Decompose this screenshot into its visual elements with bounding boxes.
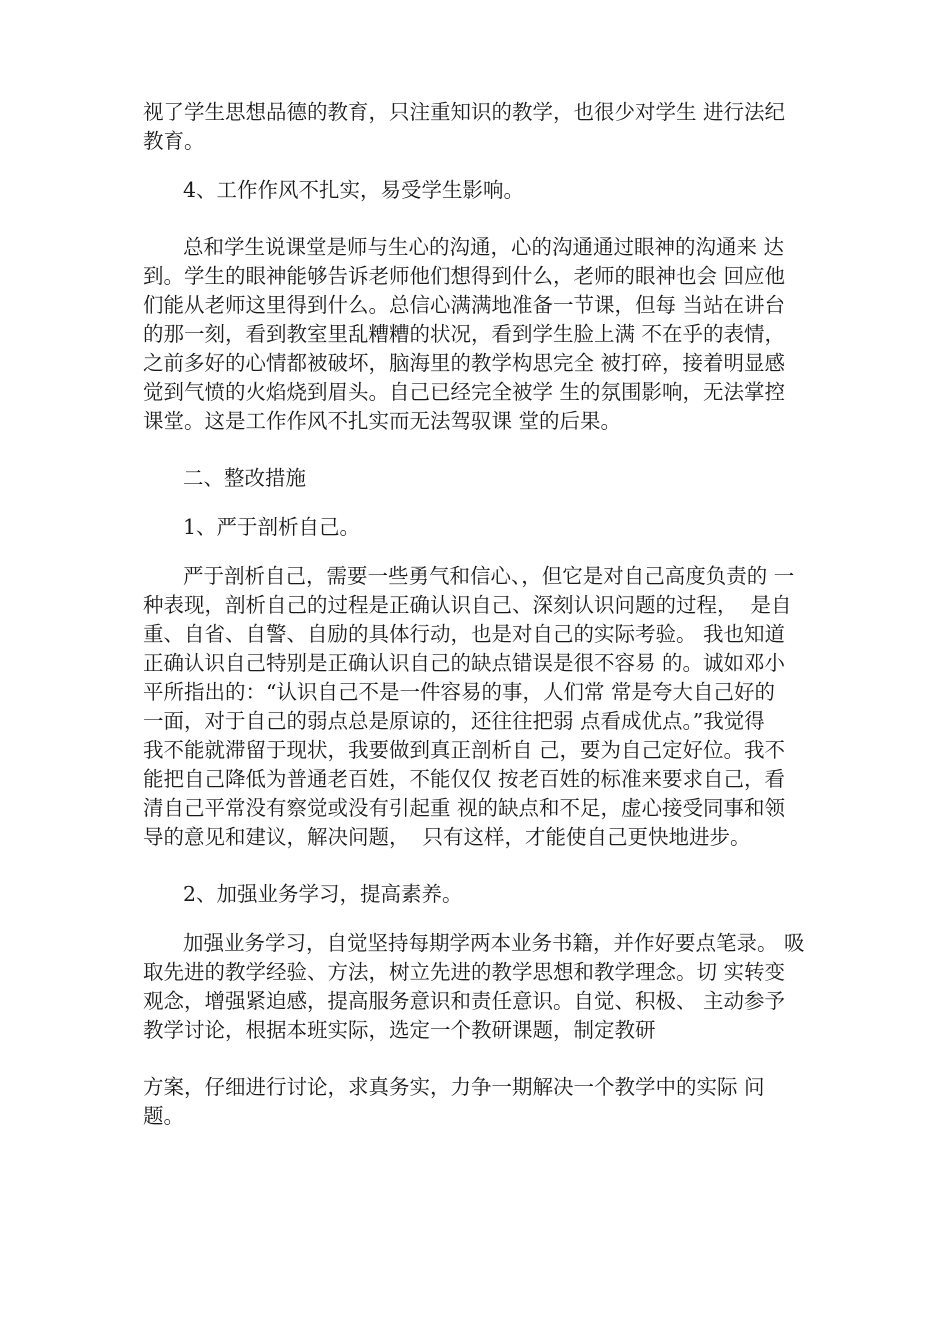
text-line: 1、严于剖析自己。	[183, 515, 361, 539]
text-line: 一面，对于自己的弱点总是原谅的，还往往把弱 点看成优点。”我觉得	[143, 709, 765, 733]
text-line: 种表现，剖析自己的过程是正确认识自己、深刻认识问题的过程， 是自	[143, 593, 792, 617]
text-line: 2、加强业务学习，提高素养。	[183, 882, 463, 906]
text-line: 教育。	[143, 129, 205, 153]
text-line: 觉到气愤的火焰烧到眉头。自己已经完全被学 生的氛围影响，无法掌控	[143, 380, 786, 404]
text-line: 教学讨论，根据本班实际，选定一个教研课题，制定教研	[143, 1018, 656, 1042]
paragraph-business-study	[143, 929, 833, 1045]
text-line: 严于剖析自己，需要一些勇气和信心、，但它是对自己高度负责的 一	[183, 564, 795, 588]
text-line: 加强业务学习，自觉坚持每期学两本业务书籍，并作好要点笔录。 吸	[183, 931, 805, 955]
heading-business-study	[143, 880, 833, 909]
text-line: 导的意见和建议，解决问题， 只有这样，才能使自己更快地进步。	[143, 825, 751, 849]
heading-self-analysis	[143, 513, 833, 542]
text-line: 视了学生思想品德的教育，只注重知识的教学，也很少对学生 进行法纪	[143, 100, 786, 124]
text-line: 二、整改措施	[183, 466, 306, 490]
paragraph-self-analysis	[143, 562, 833, 852]
paragraph-classroom	[143, 233, 833, 436]
text-line: 方案，仔细进行讨论，求真务实，力争一期解决一个教学中的实际 问	[143, 1075, 765, 1099]
text-line: 课堂。这是工作作风不扎实而无法驾驭课 堂的后果。	[143, 409, 622, 433]
text-line: 能把自己降低为普通老百姓，不能仅仅 按老百姓的标准来要求自己，看	[143, 767, 786, 791]
text-line: 4、工作作风不扎实，易受学生影响。	[183, 178, 525, 202]
text-line: 观念，增强紧迫感，提高服务意识和责任意识。自觉、积极、 主动参予	[143, 989, 786, 1013]
text-line: 到。学生的眼神能够告诉老师他们想得到什么，老师的眼神也会 回应他	[143, 264, 786, 288]
text-line: 们能从老师这里得到什么。总信心满满地准备一节课，但每 当站在讲台	[143, 293, 786, 317]
text-line: 总和学生说课堂是师与生心的沟通，心的沟通通过眼神的沟通来 达	[183, 235, 785, 259]
text-line: 我不能就滞留于现状，我要做到真正剖析自 己，要为自己定好位。我不	[143, 738, 786, 762]
text-line: 平所指出的：“认识自己不是一件容易的事，人们常 常是夸大自己好的	[143, 680, 775, 704]
heading-work-style	[143, 176, 833, 205]
paragraph-moral-education	[143, 98, 833, 156]
text-line: 重、自省、自警、自励的具体行动，也是对自己的实际考验。 我也知道	[143, 622, 786, 646]
paragraph-research-plan	[143, 1073, 833, 1131]
text-line: 的那一刻，看到教室里乱糟糟的状况，看到学生脸上满 不在乎的表情，	[143, 322, 786, 346]
text-line: 取先进的教学经验、方法，树立先进的教学思想和教学理念。切 实转变	[143, 960, 786, 984]
text-line: 之前多好的心情都被破坏，脑海里的教学构思完全 被打碎，接着明显感	[143, 351, 786, 375]
document-page	[143, 98, 833, 1131]
text-line: 正确认识自己特别是正确认识自己的缺点错误是很不容易 的。诚如邓小	[143, 651, 786, 675]
text-line: 清自己平常没有察觉或没有引起重 视的缺点和不足，虚心接受同事和领	[143, 796, 786, 820]
section-heading-measures	[143, 464, 833, 493]
text-line: 题。	[143, 1104, 184, 1128]
